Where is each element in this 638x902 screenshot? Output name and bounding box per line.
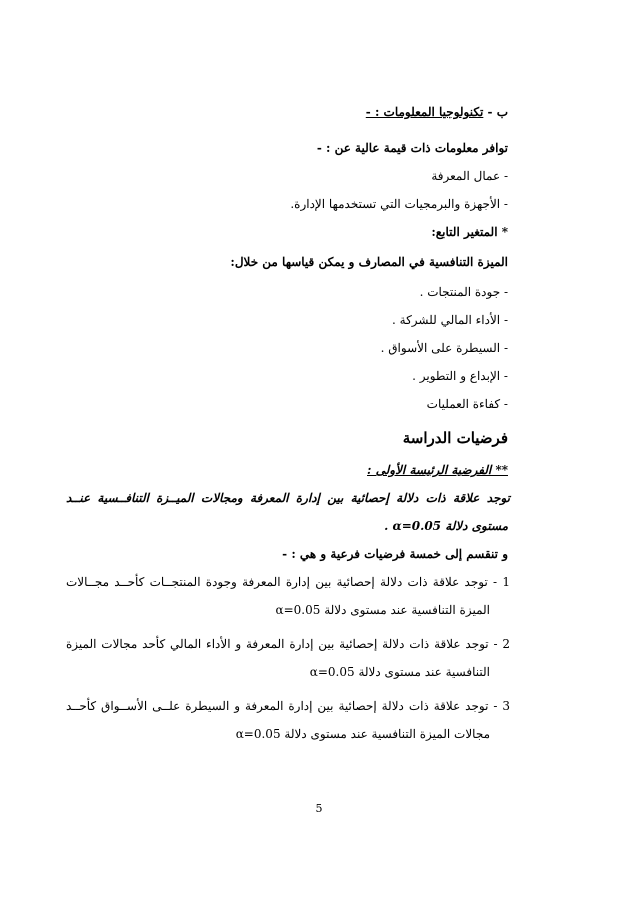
sub-hypotheses-intro: و تنقسم إلى خمسة فرضيات فرعية و هي : - xyxy=(282,547,508,561)
page-number: 5 xyxy=(315,802,323,815)
section-heading: فرضيات الدراسة xyxy=(402,429,508,447)
tech-title: تكنولوجيا المعلومات : - xyxy=(365,105,484,119)
list-item: - الإبداع و التطوير . xyxy=(412,369,508,383)
list-item: - عمال المعرفة xyxy=(431,169,508,183)
sub-hypothesis-3-line-2: مجالات الميزة التنافسية عند مستوى دلالة α=0.05 xyxy=(235,727,490,741)
list-item: - الأجهزة والبرمجيات التي تستخدمها الإدارة. xyxy=(290,197,508,211)
tech-prefix: ب - xyxy=(487,105,508,119)
list-item: - السيطرة على الأسواق . xyxy=(380,341,508,355)
sub-hypothesis-2-line-2: التنافسية عند مستوى دلالة α=0.05 xyxy=(309,665,490,679)
availability-line: توافر معلومات ذات قيمة عالية عن : - xyxy=(316,141,508,155)
sub-hypothesis-2-line-1: 2 - توجد علاقة ذات دلالة إحصائية بين إدارة المعرفة و الأداء المالي كأحد مجالات الميزة xyxy=(66,637,510,651)
main-hypothesis-line-1: توجد علاقة ذات دلالة إحصائية بين إدارة المعرفة ومجالات الميــزة التنافــسية عنــد xyxy=(66,491,510,505)
list-item: - كفاءة العمليات xyxy=(426,397,508,411)
tech-heading xyxy=(60,104,508,120)
dependent-intro: الميزة التنافسية في المصارف و يمكن قياسها من خلال: xyxy=(230,255,508,269)
sub-hypothesis-3-line-1: 3 - توجد علاقة ذات دلالة إحصائية بين إدارة المعرفة و السيطرة علــى الأســواق كأحــد xyxy=(66,699,510,713)
sub-hypothesis-1-line-1: 1 - توجد علاقة ذات دلالة إحصائية بين إدارة المعرفة وجودة المنتجــات كأحــد مجــالات xyxy=(66,575,511,589)
list-item: - الأداء المالي للشركة . xyxy=(392,313,508,327)
dependent-variable-title: * المتغير التابع: xyxy=(431,225,508,239)
main-hypothesis-line-2: مستوى دلالة α=0.05 . xyxy=(384,519,508,533)
main-hypothesis-title: ** الفرضية الرئيسة الأولى : xyxy=(367,463,508,477)
sub-hypothesis-1-line-2: الميزة التنافسية عند مستوى دلالة α=0.05 xyxy=(275,603,490,617)
list-item: - جودة المنتجات . xyxy=(419,285,508,299)
